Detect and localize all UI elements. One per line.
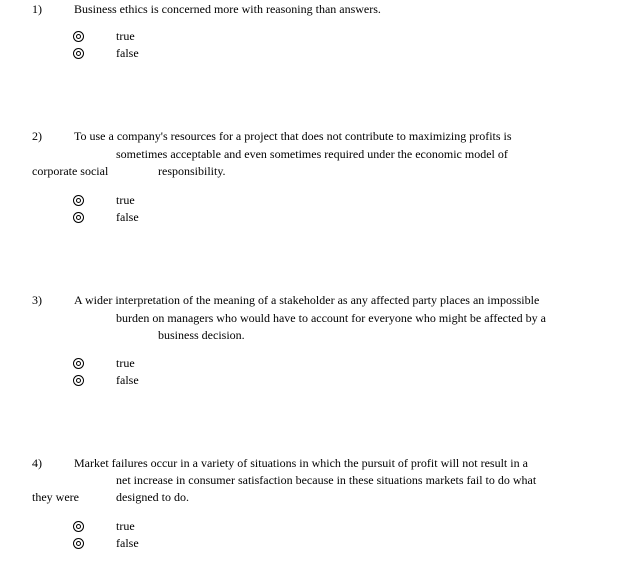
question-number: 1): [32, 2, 42, 16]
option-label-false: false: [116, 536, 139, 550]
question-text-line: burden on managers who would have to account for everyone who might be affected by a: [116, 311, 546, 325]
option-label-false: false: [116, 373, 139, 387]
question-text-line: business decision.: [158, 328, 245, 342]
question-text-line: corporate social: [32, 164, 109, 178]
question-text-line: responsibility.: [158, 164, 226, 178]
option-label-false: false: [116, 46, 139, 60]
radio-false[interactable]: [73, 375, 84, 386]
question-text-line: they were: [32, 490, 79, 504]
question-text-line: A wider interpretation of the meaning of a stakeholder as any affected party places an impossible: [74, 293, 540, 307]
radio-false[interactable]: [73, 538, 84, 549]
option-label-true: true: [116, 193, 135, 207]
question-number: 2): [32, 129, 42, 143]
question-text-line: Business ethics is concerned more with reasoning than answers.: [74, 2, 381, 16]
option-label-true: true: [116, 356, 135, 370]
radio-true[interactable]: [73, 521, 84, 532]
radio-true[interactable]: [73, 195, 84, 206]
option-label-true: true: [116, 519, 135, 533]
question-text-line: Market failures occur in a variety of situations in which the pursuit of profit will not result in a: [74, 456, 528, 470]
question-number: 3): [32, 293, 42, 307]
question-text-line: To use a company's resources for a project that does not contribute to maximizing profits is: [74, 129, 512, 143]
radio-false[interactable]: [73, 212, 84, 223]
question-text-line: sometimes acceptable and even sometimes required under the economic model of: [116, 147, 508, 161]
radio-true[interactable]: [73, 31, 84, 42]
radio-true[interactable]: [73, 358, 84, 369]
question-text-line: designed to do.: [116, 490, 189, 504]
question-text-line: net increase in consumer satisfaction because in these situations markets fail to do what: [116, 473, 537, 487]
radio-false[interactable]: [73, 48, 84, 59]
option-label-true: true: [116, 29, 135, 43]
option-label-false: false: [116, 210, 139, 224]
question-number: 4): [32, 456, 42, 470]
